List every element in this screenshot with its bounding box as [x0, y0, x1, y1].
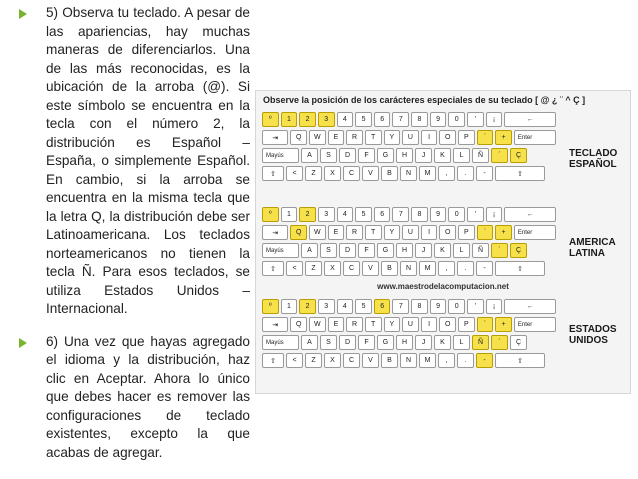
keyboard-key: 0 — [448, 207, 465, 222]
keyboard-key: C — [343, 261, 360, 276]
keyboard-key: ⇧ — [262, 261, 284, 276]
keyboard-key: ← — [504, 299, 556, 314]
keyboard-row — [262, 112, 558, 127]
keyboard-key: 6 — [374, 207, 391, 222]
bullet-text: 6) Una vez que hayas agregado el idioma y la distribución, haz clic en Aceptar. Ahora lo único que debes hacer es remover las configuraciones de teclado existentes, excepto la que acabas de agregar. — [46, 333, 250, 460]
keyboard-key: ` — [477, 225, 494, 240]
keyboard-key: 6 — [374, 299, 391, 314]
keyboard-key: ´ — [491, 148, 508, 163]
keyboard-key: ⇧ — [495, 166, 545, 181]
keyboard-key: R — [346, 317, 363, 332]
keyboard-key: 8 — [411, 207, 428, 222]
keyboard-key: E — [328, 130, 345, 145]
keyboard-key: Mayús — [262, 148, 299, 163]
keyboard-key: Ñ — [472, 335, 489, 350]
keyboard-key: ` — [477, 317, 494, 332]
keyboard-key: ⇧ — [495, 261, 545, 276]
keyboard-key: J — [415, 148, 432, 163]
keyboard-key: F — [358, 148, 375, 163]
keyboard-key: ´ — [491, 335, 508, 350]
keyboard-key: Q — [290, 130, 307, 145]
keyboard-key: C — [343, 166, 360, 181]
keyboard-key: D — [339, 335, 356, 350]
keyboard-key: B — [381, 261, 398, 276]
keyboard-key: L — [453, 148, 470, 163]
keyboard-key: L — [453, 335, 470, 350]
keyboard-key: M — [419, 166, 436, 181]
keyboard-key: K — [434, 335, 451, 350]
keyboard-key: L — [453, 243, 470, 258]
keyboard-key: 0 — [448, 299, 465, 314]
keyboard-key: ¡ — [486, 299, 503, 314]
keyboard-key: 2 — [299, 299, 316, 314]
keyboard-key: ← — [504, 112, 556, 127]
keyboard-key: Q — [290, 317, 307, 332]
keyboard-label-us: ESTADOS UNIDOS — [569, 324, 617, 346]
triangle-bullet-icon — [19, 9, 27, 19]
keyboard-key: B — [381, 166, 398, 181]
bullet-item — [10, 4, 250, 319]
keyboard-key: U — [402, 130, 419, 145]
keyboard-key: 4 — [337, 112, 354, 127]
keyboard-key: I — [421, 225, 438, 240]
keyboard-key: V — [362, 353, 379, 368]
keyboard-key: ' — [467, 112, 484, 127]
keyboard-key: 8 — [411, 112, 428, 127]
keyboard-key: Z — [305, 166, 322, 181]
keyboard-key: Ñ — [472, 148, 489, 163]
keyboard-key: Y — [384, 317, 401, 332]
keyboard-key: K — [434, 148, 451, 163]
keyboard-key: 0 — [448, 112, 465, 127]
keyboard-row — [262, 243, 558, 258]
keyboard-key: ⇥ — [262, 130, 288, 145]
keyboard-key: 5 — [355, 207, 372, 222]
keyboard-key: A — [301, 148, 318, 163]
keyboard-row — [262, 261, 558, 276]
keyboard-key: ⇥ — [262, 317, 288, 332]
keyboard-layouts-image — [255, 90, 631, 394]
keyboard-key: < — [286, 353, 303, 368]
keyboard-key: 9 — [430, 299, 447, 314]
keyboard-key: R — [346, 130, 363, 145]
keyboard-key: C — [343, 353, 360, 368]
keyboard-key: º — [262, 207, 279, 222]
keyboard-row — [262, 148, 558, 163]
keyboard-key: O — [439, 225, 456, 240]
keyboard-row — [262, 299, 558, 314]
keyboard-key: 5 — [355, 299, 372, 314]
keyboard-key: Enter — [514, 317, 556, 332]
keyboard-key: W — [309, 225, 326, 240]
keyboard-key: 7 — [392, 112, 409, 127]
keyboard-key: Y — [384, 225, 401, 240]
bullet-text: 5) Observa tu teclado. A pesar de las apariencias, hay muchas maneras de diferenciarlos. Una de las más reconocidas, es la ubicación de la arroba (@). Si este símbolo se encuentra en la tecla con el número 2, la distribución es Español – España, o simplemente Español. En cambio, si la arroba se encuentra en la misma tecla que la letra Q, la distribución debe ser Latinoamericana. Los teclados norteamericanos no tienen la tecla Ñ. Para esos teclados, se utiliza Estados Unidos – Internacional. — [46, 5, 250, 316]
keyboard-key: D — [339, 148, 356, 163]
keyboard-spanish — [262, 112, 558, 184]
keyboard-key: S — [320, 243, 337, 258]
keyboard-key: G — [377, 243, 394, 258]
keyboard-key: K — [434, 243, 451, 258]
keyboard-key: G — [377, 148, 394, 163]
keyboard-key: Enter — [514, 130, 556, 145]
keyboard-key: P — [458, 130, 475, 145]
keyboard-key: S — [320, 148, 337, 163]
keyboard-key: P — [458, 225, 475, 240]
keyboard-key: ` — [477, 130, 494, 145]
keyboard-key: P — [458, 317, 475, 332]
keyboard-key: W — [309, 130, 326, 145]
keyboard-label-latin-america: AMERICA LATINA — [569, 237, 616, 259]
keyboard-key: V — [362, 261, 379, 276]
keyboard-key: 9 — [430, 112, 447, 127]
keyboard-key: + — [495, 225, 512, 240]
keyboard-key: E — [328, 225, 345, 240]
keyboard-key: U — [402, 225, 419, 240]
keyboard-key: O — [439, 130, 456, 145]
keyboard-key: H — [396, 335, 413, 350]
keyboard-key: A — [301, 335, 318, 350]
keyboard-key: 1 — [281, 112, 298, 127]
keyboard-key: , — [438, 261, 455, 276]
keyboard-key: 3 — [318, 112, 335, 127]
keyboard-key: 2 — [299, 112, 316, 127]
keyboard-key: T — [365, 130, 382, 145]
keyboard-key: I — [421, 130, 438, 145]
keyboard-key: - — [476, 261, 493, 276]
keyboard-key: Z — [305, 353, 322, 368]
keyboard-key: 9 — [430, 207, 447, 222]
keyboard-key: 1 — [281, 207, 298, 222]
keyboard-key: N — [400, 261, 417, 276]
keyboard-key: + — [495, 317, 512, 332]
keyboard-key: 1 — [281, 299, 298, 314]
keyboard-key: M — [419, 261, 436, 276]
keyboard-key: I — [421, 317, 438, 332]
keyboard-key: S — [320, 335, 337, 350]
keyboard-row — [262, 317, 558, 332]
keyboard-key: X — [324, 166, 341, 181]
keyboard-label-spanish: TECLADO ESPAÑOL — [569, 148, 618, 170]
keyboard-row — [262, 353, 558, 368]
keyboard-key: Mayús — [262, 335, 299, 350]
keyboard-key: F — [358, 243, 375, 258]
keyboard-key: V — [362, 166, 379, 181]
keyboard-key: Q — [290, 225, 307, 240]
triangle-bullet-icon — [19, 338, 27, 348]
keyboard-key: J — [415, 243, 432, 258]
keyboard-key: Ç — [510, 148, 527, 163]
keyboard-key: Enter — [514, 225, 556, 240]
keyboard-key: 7 — [392, 299, 409, 314]
bullet-item — [10, 333, 250, 463]
keyboard-key: , — [438, 353, 455, 368]
keyboard-key: - — [476, 166, 493, 181]
keyboard-us — [262, 299, 558, 371]
keyboard-key: Ç — [510, 243, 527, 258]
keyboard-key: ⇧ — [262, 166, 284, 181]
keyboard-key: J — [415, 335, 432, 350]
keyboard-key: Mayús — [262, 243, 299, 258]
keyboard-key: N — [400, 353, 417, 368]
keyboard-row — [262, 225, 558, 240]
keyboard-key: . — [457, 261, 474, 276]
keyboard-key: N — [400, 166, 417, 181]
keyboard-key: ' — [467, 299, 484, 314]
keyboard-key: H — [396, 243, 413, 258]
keyboard-row — [262, 335, 558, 350]
keyboard-key: G — [377, 335, 394, 350]
keyboard-key: . — [457, 353, 474, 368]
keyboard-key: - — [476, 353, 493, 368]
keyboard-key: ¡ — [486, 112, 503, 127]
keyboard-key: Z — [305, 261, 322, 276]
keyboard-key: 3 — [318, 299, 335, 314]
image-url: www.maestrodelacomputacion.net — [377, 282, 509, 291]
keyboard-row — [262, 130, 558, 145]
keyboard-key: 8 — [411, 299, 428, 314]
keyboard-key: + — [495, 130, 512, 145]
keyboard-key: º — [262, 112, 279, 127]
keyboard-key: 5 — [355, 112, 372, 127]
keyboard-key: ' — [467, 207, 484, 222]
keyboard-key: T — [365, 317, 382, 332]
keyboard-key: X — [324, 261, 341, 276]
keyboard-key: 6 — [374, 112, 391, 127]
keyboard-key: ⇧ — [495, 353, 545, 368]
keyboard-key: 4 — [337, 299, 354, 314]
keyboard-key: ⇧ — [262, 353, 284, 368]
keyboard-row — [262, 207, 558, 222]
keyboard-key: R — [346, 225, 363, 240]
keyboard-key: < — [286, 261, 303, 276]
image-title: Observe la posición de los carácteres especiales de su teclado [ @ ¿ ¨ ^ Ç ] — [263, 95, 586, 105]
keyboard-key: A — [301, 243, 318, 258]
keyboard-key: B — [381, 353, 398, 368]
keyboard-key: T — [365, 225, 382, 240]
keyboard-key: 7 — [392, 207, 409, 222]
keyboard-key: F — [358, 335, 375, 350]
keyboard-key: E — [328, 317, 345, 332]
keyboard-key: X — [324, 353, 341, 368]
keyboard-key: 4 — [337, 207, 354, 222]
keyboard-key: Y — [384, 130, 401, 145]
keyboard-latin-america — [262, 207, 558, 279]
keyboard-key: D — [339, 243, 356, 258]
keyboard-key: O — [439, 317, 456, 332]
keyboard-key: U — [402, 317, 419, 332]
keyboard-key: Ç — [510, 335, 527, 350]
keyboard-key: 2 — [299, 207, 316, 222]
keyboard-key: Ñ — [472, 243, 489, 258]
keyboard-row — [262, 166, 558, 181]
keyboard-key: W — [309, 317, 326, 332]
keyboard-key: ´ — [491, 243, 508, 258]
keyboard-key: . — [457, 166, 474, 181]
keyboard-key: ¡ — [486, 207, 503, 222]
keyboard-key: º — [262, 299, 279, 314]
keyboard-key: , — [438, 166, 455, 181]
keyboard-key: < — [286, 166, 303, 181]
bullet-list — [10, 4, 250, 476]
keyboard-key: ← — [504, 207, 556, 222]
keyboard-key: ⇥ — [262, 225, 288, 240]
keyboard-key: M — [419, 353, 436, 368]
keyboard-key: H — [396, 148, 413, 163]
keyboard-key: 3 — [318, 207, 335, 222]
